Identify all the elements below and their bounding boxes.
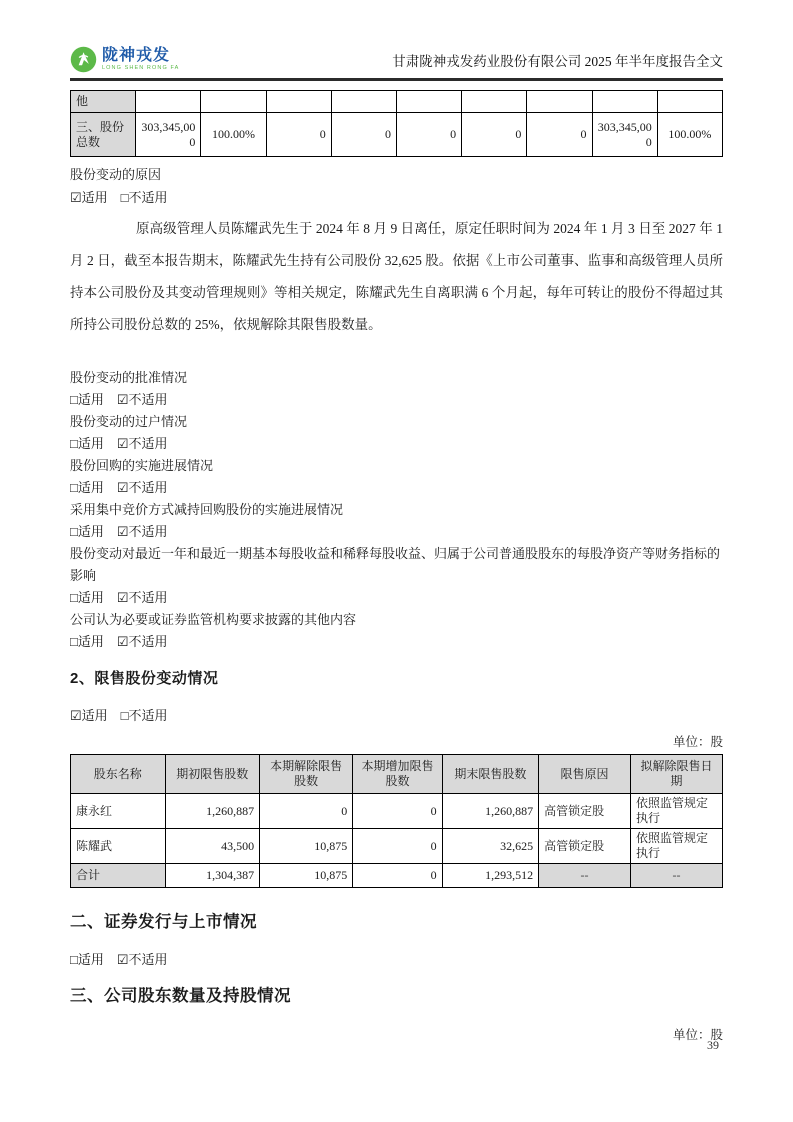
table-cell: 0 — [353, 864, 442, 888]
table-cell: 0 — [266, 113, 331, 157]
disclosure-checkbox-line: □适用 ☑不适用 — [70, 524, 168, 539]
securities-checkbox-line: □适用 ☑不适用 — [70, 952, 168, 967]
table-cell: 0 — [260, 794, 353, 829]
table-cell: 100.00% — [201, 113, 266, 157]
table-total-row — [71, 864, 723, 888]
disclosure-checkbox-line: □适用 ☑不适用 — [70, 436, 168, 451]
table-cell: 10,875 — [260, 864, 353, 888]
table-cell — [266, 91, 331, 113]
table-cell: 依照监管规定执行 — [631, 794, 723, 829]
table-row — [71, 91, 723, 113]
company-logo — [70, 46, 179, 73]
unit-label: 单位：股 — [672, 735, 723, 749]
table-cell: 0 — [527, 113, 592, 157]
table-cell: 1,304,387 — [165, 864, 260, 888]
table-cell — [136, 91, 201, 113]
column-header: 本期增加限售股数 — [353, 755, 442, 794]
unit-label: 单位：股 — [672, 1028, 723, 1042]
table-cell: 1,260,887 — [165, 794, 260, 829]
table-row — [71, 113, 723, 157]
table-cell — [201, 91, 266, 113]
table-cell: 32,625 — [442, 829, 538, 864]
table-cell: 100.00% — [657, 113, 722, 157]
logo-icon — [70, 46, 97, 73]
table-cell: 10,875 — [260, 829, 353, 864]
logo-cn-text: 陇神戎发 — [102, 46, 171, 64]
restricted-checkbox-line: ☑适用 □不适用 — [70, 708, 168, 723]
table-cell: 303,345,000 — [592, 113, 657, 157]
disclosure-title: 股份变动对最近一年和最近一期基本每股收益和稀释每股收益、归属于公司普通股股东的每股净资产等财务指标的影响 — [70, 546, 721, 583]
page-number: 39 — [707, 1038, 719, 1052]
row-label-cell: 三、股份总数 — [71, 113, 136, 157]
disclosure-checkbox-line: □适用 ☑不适用 — [70, 590, 168, 605]
table-cell: 高管锁定股 — [539, 829, 631, 864]
table-cell: 303,345,000 — [136, 113, 201, 157]
restricted-shares-table — [70, 754, 723, 888]
page-header — [70, 0, 723, 81]
shareholders-heading: 三、公司股东数量及持股情况 — [70, 987, 291, 1005]
table-header-row — [71, 755, 723, 794]
securities-issuance-heading: 二、证券发行与上市情况 — [70, 913, 257, 931]
table-cell: 0 — [353, 829, 442, 864]
disclosure-checkbox-line: □适用 ☑不适用 — [70, 480, 168, 495]
column-header: 本期解除限售股数 — [260, 755, 353, 794]
disclosure-title: 股份变动的过户情况 — [70, 414, 188, 429]
column-header: 股东名称 — [71, 755, 166, 794]
table-cell — [657, 91, 722, 113]
column-header: 拟解除限售日期 — [631, 755, 723, 794]
disclosure-title: 公司认为必要或证券监管机构要求披露的其他内容 — [70, 612, 357, 627]
table-cell: -- — [631, 864, 723, 888]
column-header: 期末限售股数 — [442, 755, 538, 794]
logo-text — [102, 48, 179, 72]
table-cell: -- — [539, 864, 631, 888]
table-cell: 1,260,887 — [442, 794, 538, 829]
logo-en-text: LONG SHEN RONG FA — [102, 64, 180, 71]
disclosure-title: 股份回购的实施进展情况 — [70, 458, 214, 473]
table-cell: 0 — [331, 113, 396, 157]
table-cell — [592, 91, 657, 113]
table-cell — [331, 91, 396, 113]
table-cell: 0 — [353, 794, 442, 829]
disclosure-item — [70, 455, 723, 499]
table-cell — [462, 91, 527, 113]
table-cell — [527, 91, 592, 113]
reason-title: 股份变动的原因 — [70, 167, 162, 182]
disclosure-item — [70, 411, 723, 455]
reason-checkbox-line: ☑适用 □不适用 — [70, 190, 168, 205]
disclosure-title: 股份变动的批准情况 — [70, 370, 188, 385]
report-title: 甘肃陇神戎发药业股份有限公司 2025 年半年度报告全文 — [392, 54, 723, 69]
table-cell: 高管锁定股 — [539, 794, 631, 829]
shareholder-name-cell: 陈耀武 — [71, 829, 166, 864]
disclosure-title: 采用集中竞价方式减持回购股份的实施进展情况 — [70, 502, 344, 517]
disclosure-item — [70, 609, 723, 653]
disclosure-checkbox-line: □适用 ☑不适用 — [70, 392, 168, 407]
disclosure-checkbox-line: □适用 ☑不适用 — [70, 634, 168, 649]
table-row — [71, 829, 723, 864]
disclosure-item — [70, 367, 723, 411]
total-label-cell: 合计 — [71, 864, 166, 888]
column-header: 期初限售股数 — [165, 755, 260, 794]
disclosure-list — [70, 367, 723, 653]
restricted-shares-heading: 2、限售股份变动情况 — [70, 670, 219, 687]
shareholder-name-cell: 康永红 — [71, 794, 166, 829]
share-structure-table — [70, 90, 723, 157]
reason-paragraph: 原高级管理人员陈耀武先生于 2024 年 8 月 9 日离任，原定任职时间为 2024 年 1 月 3 日至 2027 年 1 月 2 日，截至本报告期末，陈耀武先生持有公司股份 32,625 股。依据《上市公司董事、监事和高级管理人员所持本公司股份及其变动管理规则》等相关规定，陈耀武先生自离职满 6 个月起，每年可转让的股份不得超过其所持公司股份总数的 25%，依规解除其限售股数量。 — [70, 221, 723, 332]
column-header: 限售原因 — [539, 755, 631, 794]
disclosure-item — [70, 543, 723, 609]
table-cell: 0 — [396, 113, 461, 157]
disclosure-item — [70, 499, 723, 543]
table-cell: 0 — [462, 113, 527, 157]
row-label-cell: 他 — [71, 91, 136, 113]
table-cell — [396, 91, 461, 113]
table-cell: 依照监管规定执行 — [631, 829, 723, 864]
table-cell: 43,500 — [165, 829, 260, 864]
table-row — [71, 794, 723, 829]
table-cell: 1,293,512 — [442, 864, 538, 888]
